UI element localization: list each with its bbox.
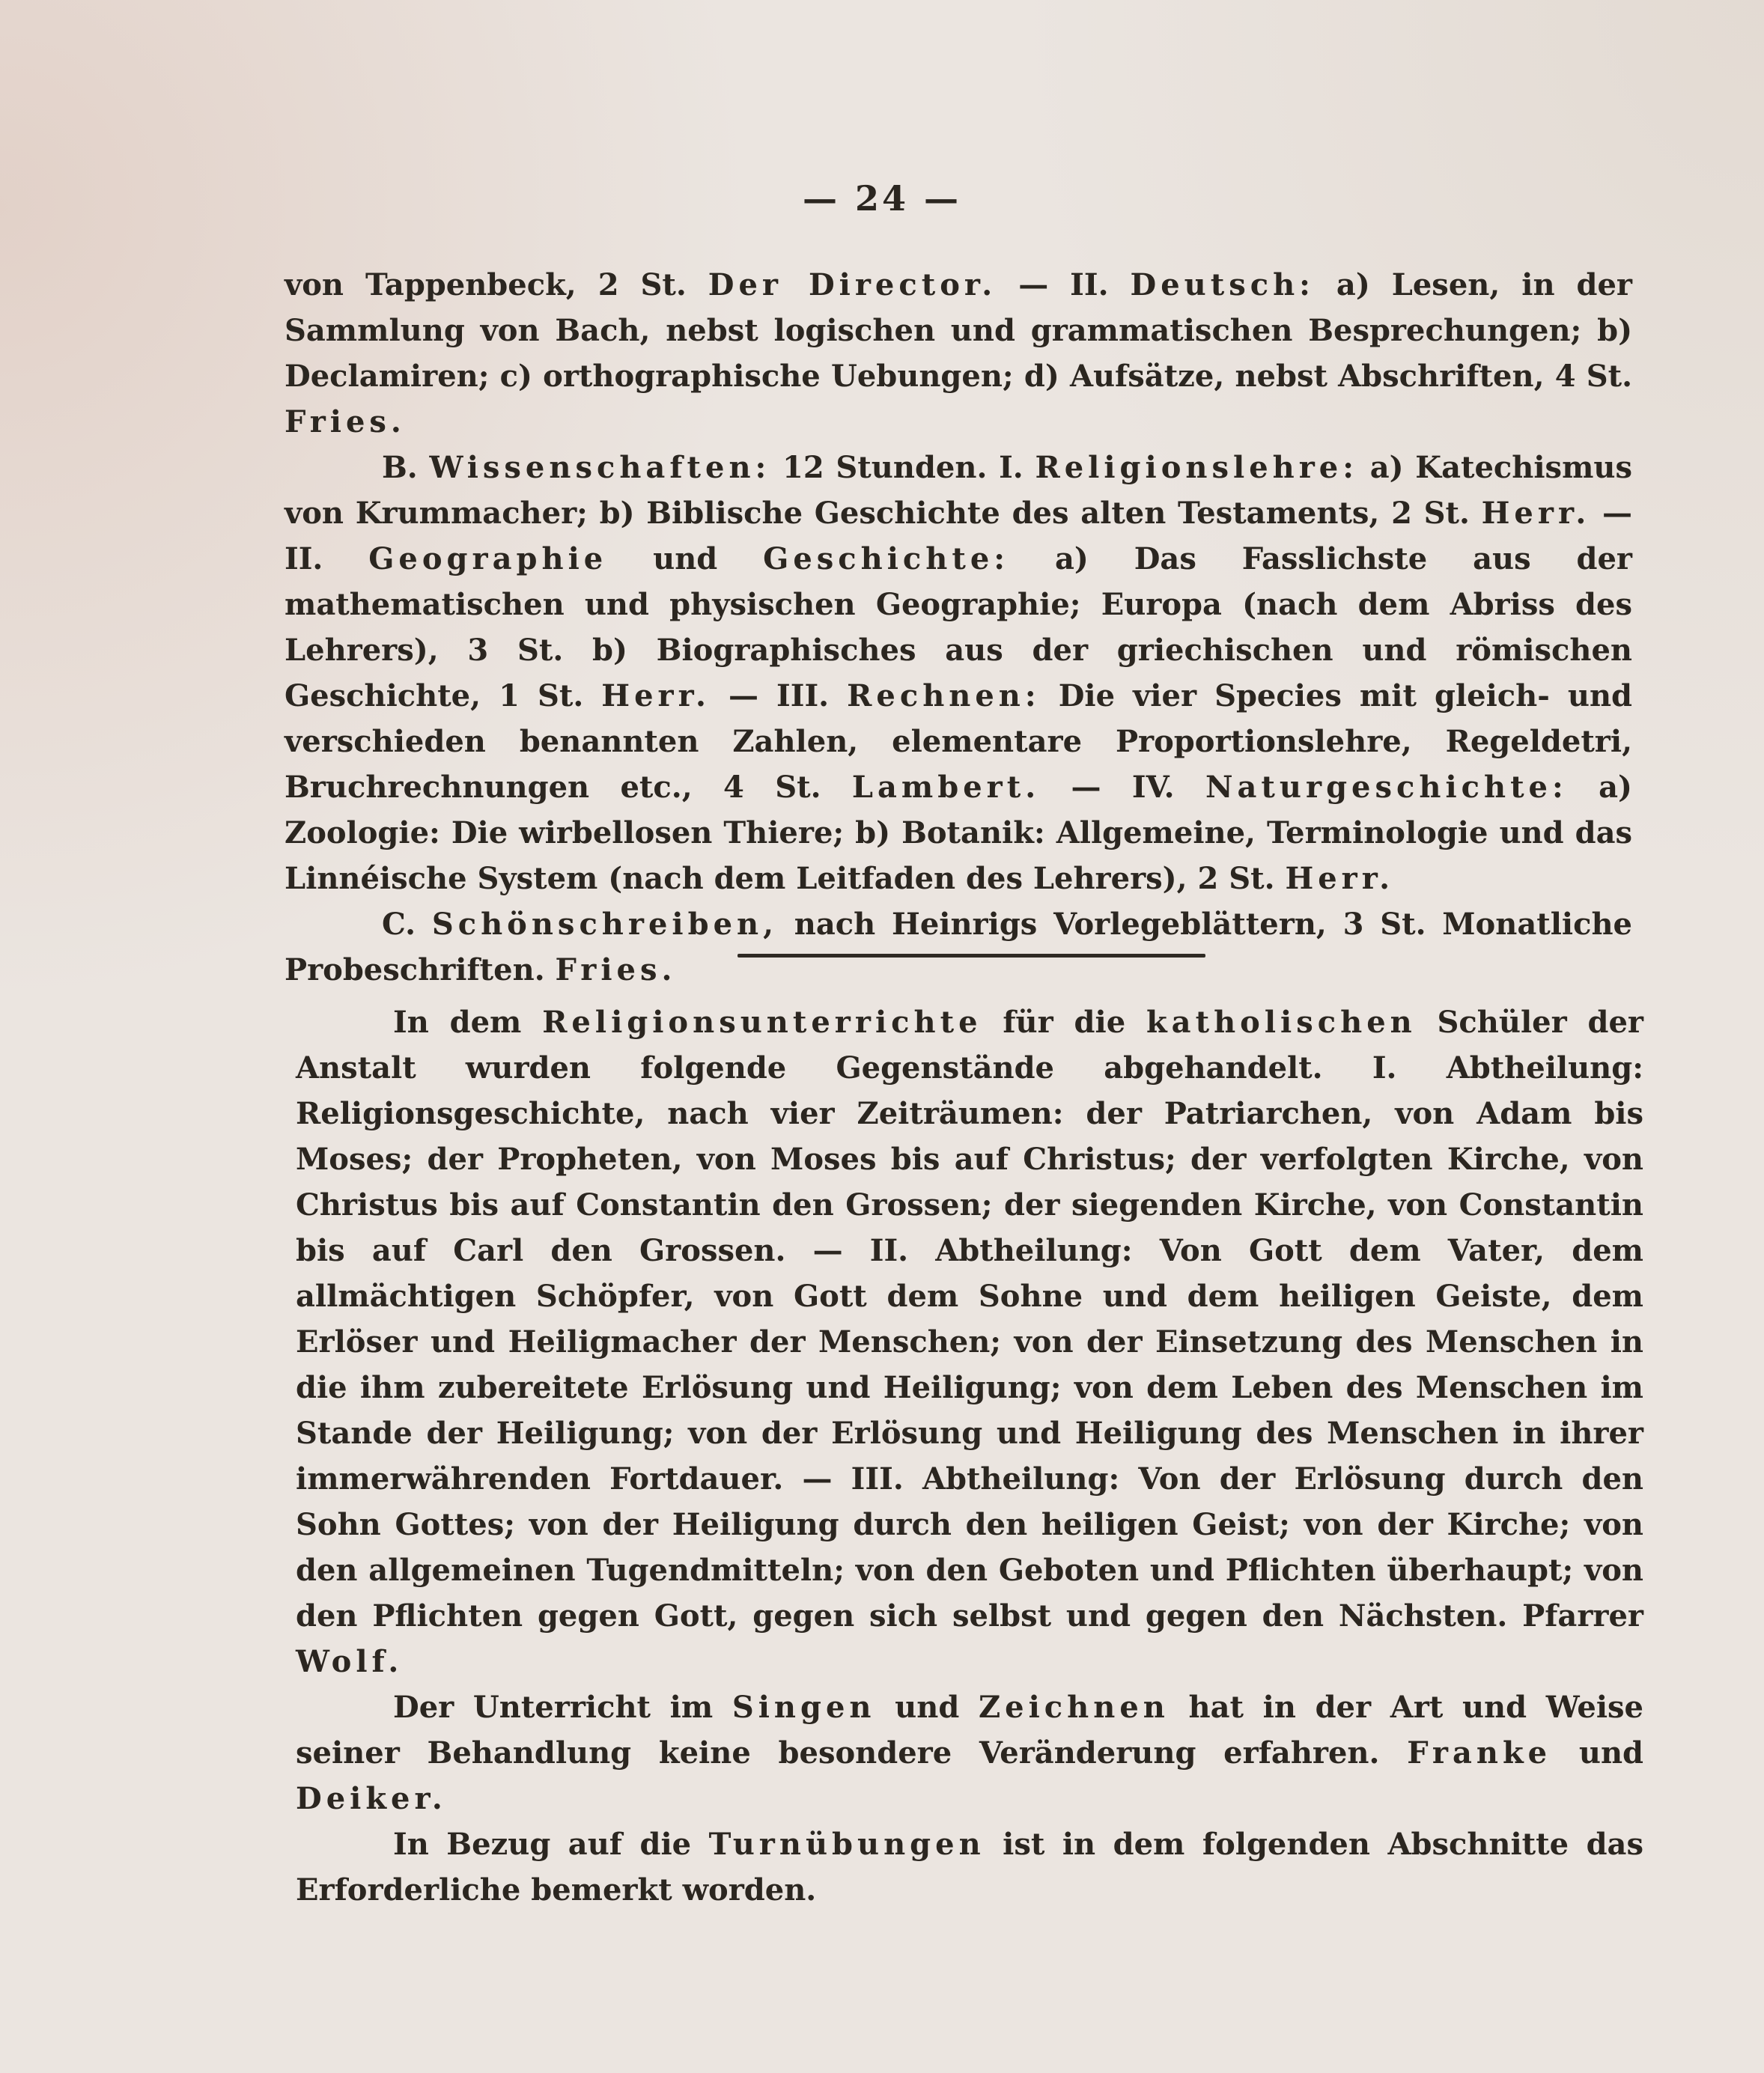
spaced-term: Wolf. bbox=[296, 1644, 404, 1679]
text-run: und bbox=[875, 1690, 979, 1725]
paragraph-calligraphy bbox=[285, 901, 1632, 993]
spaced-term: Franke bbox=[1407, 1735, 1552, 1771]
spaced-term: Der Director. bbox=[708, 267, 997, 302]
spaced-term: Rechnen: bbox=[847, 678, 1041, 713]
spaced-term: Naturgeschichte: bbox=[1205, 770, 1568, 805]
page-number: — 24 — bbox=[802, 178, 962, 219]
spaced-term: Wissenschaften: bbox=[429, 450, 771, 485]
text-run: ist in dem folgenden Abschnitte das Erforderliche bemerkt worden. bbox=[296, 1827, 1643, 1908]
text-run: a) Das Fasslichste aus der mathematischen und physischen Geographie; Europa (nach dem Abriss des Lehrers), 3 St. b) Biographisches aus der griechischen und römischen Geschichte, 1 St. bbox=[285, 541, 1633, 713]
paragraph-gymnastics bbox=[296, 1821, 1643, 1913]
spaced-term: Singen bbox=[732, 1690, 876, 1725]
spaced-term: Geschichte: bbox=[763, 541, 1010, 576]
paragraph-sciences bbox=[285, 445, 1632, 901]
text-run: a) Zoologie: Die wirbellosen Thiere; b) Botanik: Allgemeine, Terminologie und das Linnéische System (nach dem Leitfaden des Lehrers), 2 St. bbox=[285, 770, 1632, 896]
text-run: — III. bbox=[710, 678, 848, 713]
text-run: hat in der Art und Weise seiner Behandlung keine besondere Veränderung erfahren. bbox=[296, 1690, 1644, 1771]
paragraph-religion bbox=[296, 999, 1643, 1684]
spaced-term: Fries. bbox=[285, 404, 406, 439]
spaced-term: Religionslehre: bbox=[1035, 450, 1359, 485]
text-run: Schüler der Anstalt wurden folgende Gegenstände abgehandelt. I. Abtheilung: Religionsgeschichte, nach vier Zeiträumen: der Patriarchen, von Adam bis Moses; der Propheten, von Moses bis auf Christus; der verfolgten Kirche, von Christus bis auf Constantin den Grossen; der siegenden Kirche, von Constantin bis auf Carl den Grossen. — II. Abtheilung: Von Gott dem Vater, dem allmächtigen Schöpfer, von Gott dem Sohne und dem heiligen Geiste, dem Erlöser und Heiligmacher der Menschen; von der Einsetzung des Menschen in die ihm zubereitete Erlösung und Heiligung; von dem Leben des Menschen im Stande der Heiligung; von der Erlösung und Heiligung des Menschen in ihrer immerwährenden Fortdauer. — III. Abtheilung: Von der Erlösung durch den Sohn Gottes; von der Heiligung durch den heiligen Geist; von der Kirche; von den allgemeinen Tugendmitteln; von den Geboten und Pflichten überhaupt; von den Pflichten gegen Gott, gegen sich selbst und gegen den Nächsten. Pfarrer bbox=[296, 1005, 1643, 1634]
text-run: C. bbox=[382, 907, 432, 942]
text-run: nach Heinrigs Vorlegeblättern, 3 St. Monatliche Probeschriften. bbox=[285, 907, 1632, 987]
spaced-term: Herr. bbox=[1285, 861, 1395, 896]
religion-section bbox=[296, 999, 1643, 1913]
text-run: von Tappenbeck, 2 St. bbox=[285, 267, 708, 302]
text-run: — II. bbox=[997, 267, 1131, 302]
spaced-term: Fries. bbox=[555, 952, 677, 987]
text-run: B. bbox=[382, 450, 430, 485]
spaced-term: Geographie bbox=[368, 541, 608, 576]
spaced-term: Schönschreiben, bbox=[431, 907, 779, 942]
spaced-term: Religionsunterrichte bbox=[542, 1005, 982, 1040]
text-run: und bbox=[1551, 1735, 1644, 1771]
paragraph-german bbox=[285, 262, 1632, 445]
spaced-term: Lambert. bbox=[851, 770, 1041, 805]
paragraph-singing-drawing bbox=[296, 1684, 1643, 1821]
section-divider bbox=[737, 954, 1205, 958]
text-run: und bbox=[607, 541, 764, 576]
text-run: Der Unterricht im bbox=[393, 1690, 732, 1725]
text-run: für die bbox=[982, 1005, 1146, 1040]
spaced-term: Deiker. bbox=[296, 1781, 447, 1816]
spaced-term: katholischen bbox=[1146, 1005, 1417, 1040]
text-run: — II. bbox=[285, 496, 1632, 576]
text-run: Die vier Species mit gleich- und verschieden benannten Zahlen, elementare Proportionslehre, Regeldetri, Bruchrechnungen etc., 4 St. bbox=[285, 678, 1632, 805]
text-run: — IV. bbox=[1040, 770, 1205, 805]
spaced-term: Deutsch: bbox=[1130, 267, 1315, 302]
curriculum-section bbox=[285, 262, 1632, 993]
text-run: In dem bbox=[393, 1005, 543, 1040]
spaced-term: Herr. bbox=[1481, 496, 1591, 531]
spaced-term: Turnübungen bbox=[708, 1827, 985, 1862]
spaced-term: Herr. bbox=[601, 678, 711, 713]
text-run: 12 Stunden. I. bbox=[770, 450, 1035, 485]
text-run: a) Lesen, in der Sammlung von Bach, nebst logischen und grammatischen Besprechungen; b) Declamiren; c) orthographische Uebungen; d) Aufsätze, nebst Abschriften, 4 St. bbox=[285, 267, 1632, 394]
text-run: In Bezug auf die bbox=[393, 1827, 709, 1862]
spaced-term: Zeichnen bbox=[978, 1690, 1170, 1725]
text-run: a) Katechismus von Krummacher; b) Biblische Geschichte des alten Testaments, 2 St. bbox=[285, 450, 1632, 531]
